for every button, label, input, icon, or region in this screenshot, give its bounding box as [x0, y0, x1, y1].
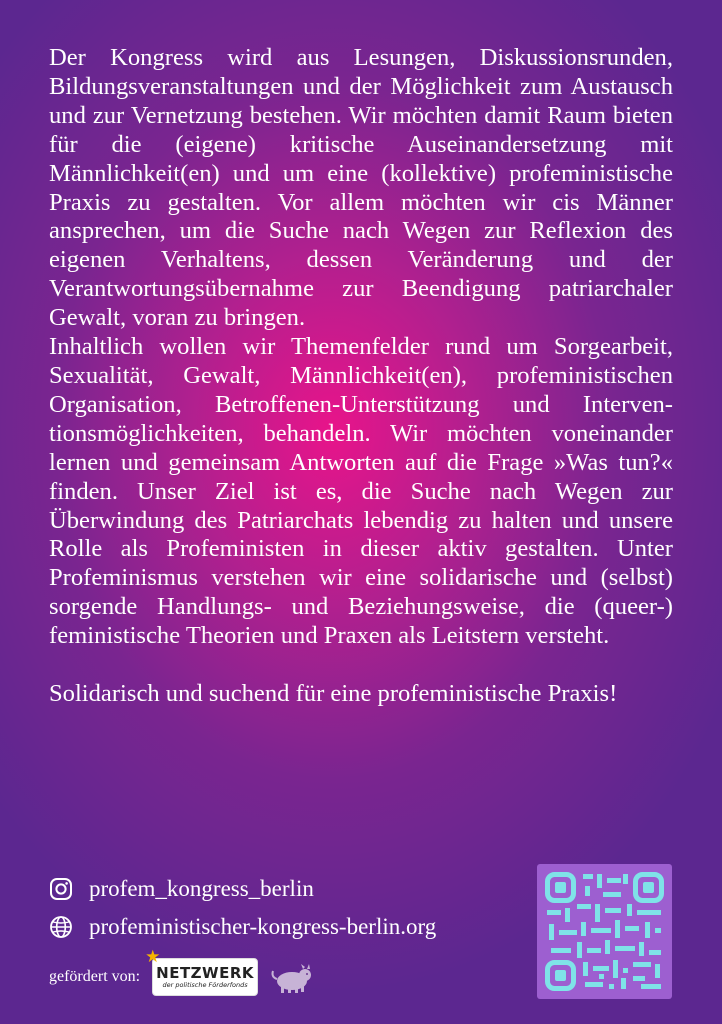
- netzwerk-name: NETZWERK: [156, 964, 255, 982]
- star-icon: ★: [145, 947, 161, 967]
- instagram-contact[interactable]: [49, 870, 436, 908]
- main-text-block: [49, 44, 673, 709]
- funding-label: gefördert von:: [49, 968, 141, 985]
- netzwerk-logo: [145, 947, 258, 996]
- contact-list: [49, 870, 436, 946]
- paragraph-topics: Inhaltlich wollen wir Themenfelder rund um Sorgearbeit, Sexualität, Gewalt, Männlichkeit(en), profeministischen Organisation, Betroffenen-Unterstützung und Interventionsmöglichkeiten, behandeln. Wir möchten voneinander lernen und gemeinsam Antworten auf die Frage »Was tun?« finden. Unser Ziel ist es, die Suche nach Wegen zur Überwindung des Patriarchats lebendig zu halten und unsere Rolle als Profeministen in dieser aktiv gestalten. Unter Profeminismus verstehen wir eine solidarische und (selbst) sorgende Handlungs- und Beziehungsweise, die (queer-) feministische Theorien und Praxen als Leitstern versteht.: [49, 333, 673, 650]
- instagram-icon: [49, 877, 73, 901]
- closing-statement: Solidarisch und suchend für eine profeministische Praxis!: [49, 679, 618, 707]
- website-contact[interactable]: [49, 908, 436, 946]
- globe-icon: [49, 915, 73, 939]
- paragraph-intro: Der Kongress wird aus Lesungen, Diskussionsrunden, Bildungsveranstaltungen und der Möglichkeit zum Austausch und zur Vernetzung bestehen. Wir möchten damit Raum bieten für die (eigene) kritische Auseinandersetzung mit Männlichkeit(en) und um eine (kollektive) profeministische Praxis zu gestalten. Vor allem möchten wir cis Männer ansprechen, um die Suche nach Wegen zur Reflexion des eigenen Verhaltens, dessen Veränderung und der Verantwortungsübernahme zur Beendigung patriarchaler Gewalt, voran zu bringen.: [49, 44, 673, 332]
- instagram-handle[interactable]: profem_kongress_berlin: [89, 876, 314, 901]
- qr-code-graphic: [537, 864, 672, 999]
- netzwerk-subtitle: der politische Förderfonds: [162, 981, 248, 989]
- funding-section: [49, 947, 316, 996]
- website-url[interactable]: profeministischer-kongress-berlin.org: [89, 914, 437, 939]
- qr-code[interactable]: [537, 864, 672, 999]
- animal-logo-icon: [268, 959, 316, 995]
